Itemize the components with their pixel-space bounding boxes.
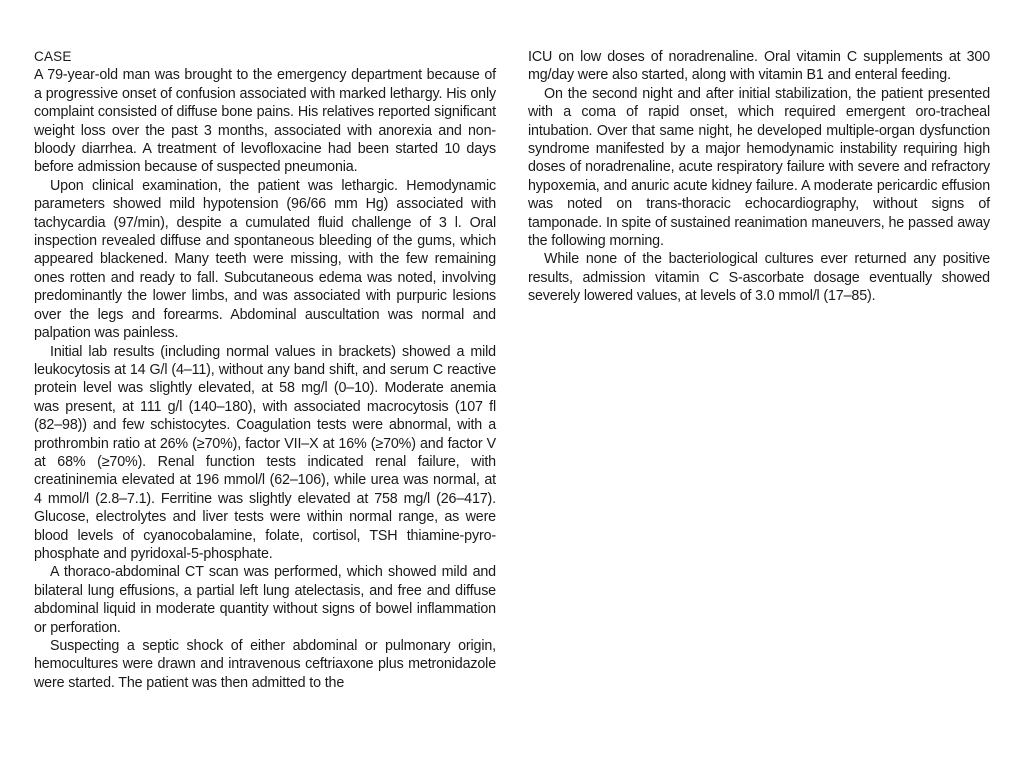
paragraph-treatment: Suspecting a septic shock of either abdominal or pulmonary origin, hemocultures were drawn and intravenous ceftriaxone plus metronidazole were started. The patient was then admitted to the — [34, 638, 496, 691]
paragraph-outcome: While none of the bacteriological cultures ever returned any positive results, admission vitamin C S-ascorbate dosage eventually showed severely lowered values, at levels of 3.0 mmol/l (17–85). — [528, 251, 990, 305]
left-column — [34, 48, 496, 692]
paragraph-deterioration: On the second night and after initial stabilization, the patient presented with a coma of rapid onset, which required emergent oro-tracheal intubation. Over that same night, he developed multiple-organ dysfunction syndrome manifested by a major hemodynamic instability requiring high doses of noradrenaline, acute respiratory failure with severe and refractory hypoxemia, and anuric acute kidney failure. A moderate pericardic effusion was noted on trans-thoracic echocardiography, without signs of tamponade. In spite of sustained reanimation maneuvers, he passed away the following morning. — [528, 85, 990, 250]
paragraph-icu-admission: ICU on low doses of noradrenaline. Oral vitamin C supplements at 300 mg/day were also started, along with vitamin B1 and enteral feeding. — [528, 49, 990, 84]
right-column — [528, 48, 990, 306]
paragraph-clinical-exam: Upon clinical examination, the patient was lethargic. Hemodynamic parameters showed mild hypotension (96/66 mm Hg) associated with tachycardia (97/min), despite a cumulated fluid challenge of 3 l. Oral inspection revealed diffuse and spontaneous bleeding of the gums, which appeared blackened. Many teeth were missing, with the few remaining ones rotten and ready to fall. Subcutaneous edema was noted, involving predominantly the lower limbs, and was associated with purpuric lesions over the legs and forearms. Abdominal auscultation was normal and palpation was painless. — [34, 177, 496, 342]
paragraph-presentation: A 79-year-old man was brought to the emergency department because of a progressive onset of confusion associated with marked lethargy. His only complaint consisted of diffuse bone pains. His relatives reported significant weight loss over the past 3 months, associated with anorexia and non-bloody diarrhea. A treatment of levofloxacine had been started 10 days before admission because of suspected pneumonia. — [34, 67, 496, 176]
paragraph-ct-scan: A thoraco-abdominal CT scan was performed, which showed mild and bilateral lung effusions, a partial left lung atelectasis, and free and diffuse abdominal liquid in moderate quantity without signs of bowel inflammation or perforation. — [34, 564, 496, 636]
paragraph-lab-results: Initial lab results (including normal values in brackets) showed a mild leukocytosis at 14 G/l (4–11), without any band shift, and serum C reactive protein level was slightly elevated, at 58 mg/l (0–10). Moderate anemia was present, at 111 g/l (140–180), with associated macrocytosis (107 fl (82–98)) and few schistocytes. Coagulation tests were abnormal, with a prothrombin ratio at 26% (≥70%), factor VII–X at 16% (≥70%) and factor V at 68% (≥70%). Renal function tests indicated renal failure, with creatininemia elevated at 196 mmol/l (62–106), while urea was normal, at 4 mmol/l (2.8–7.1). Ferritine was slightly elevated at 758 mg/l (26–417). Glucose, electrolytes and liver tests were within normal range, as were blood levels of cyanocobalamine, folate, cortisol, TSH thiamine-pyro-phosphate and pyridoxal-5-phosphate. — [34, 343, 496, 562]
section-heading: CASE — [34, 49, 72, 64]
